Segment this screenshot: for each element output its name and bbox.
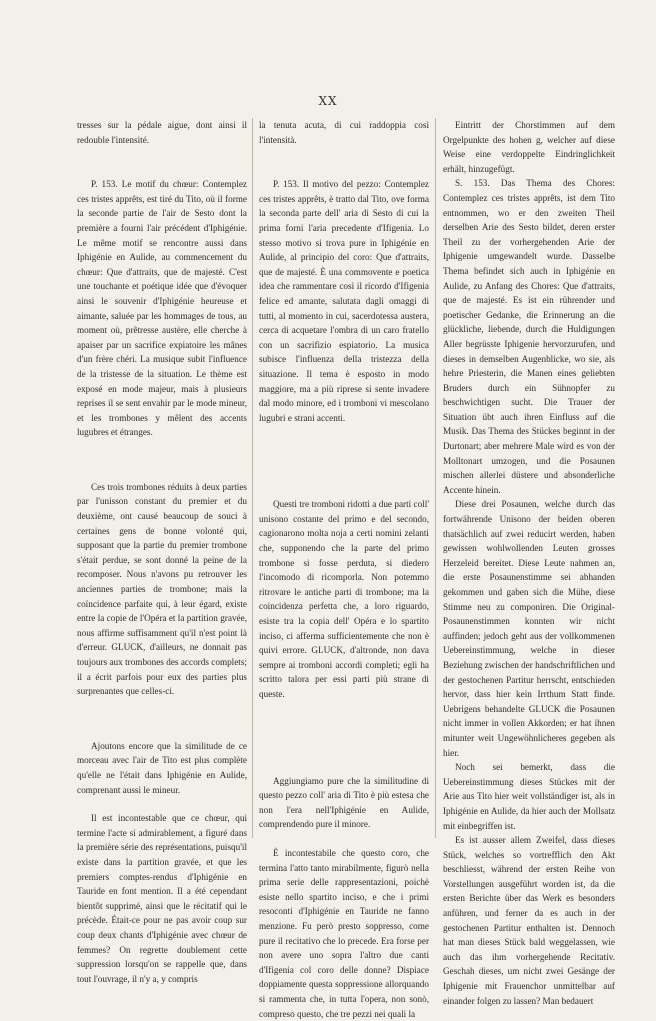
german-paragraph-3: Noch sei bemerkt, dass die Uebereinstimmung dieses Stückes mit der Arie aus Tito hier weit vollständiger ist, als in Iphigénie en Aulide, da hier auch der Mollsatz mit einbegriffen ist. [443,762,615,831]
column-divider-left [252,118,253,838]
german-paragraph-2: Diese drei Posaunen, welche durch das fortwährende Unisono der beiden oberen thatsächlich auf zwei reducirt werden, haben gewissen wohlwollenden Leuten grosses Herzeleid bereitet. Diese Leute nahmen an, die erste Posaunenstimme sei abhanden gekommen und gaben sich die Mühe, diese Stimme neu zu componiren. Die Original-Posaunenstimmen konnten wir nicht auffinden; jedoch geht aus der vollkommenen Uebereinstimmung, welche in dieser Beziehung zwischen der handschriftlichen und der gestochenen Partitur herrscht, entschieden hervor, dass hier kein Irrthum Statt finde. Uebrigens behandelte GLUCK die Posaunen nicht immer in vollen Akkorden; er hat ihnen mitunter weit Ungewöhnlicheres gegeben als hier. [443,499,615,758]
italian-paragraph-2: Questi tre tromboni ridotti a due parti coll' unisono costante del primo e del secondo, cagionarono molta noja a certi nomini zelanti che, supponendo che la parte del primo trombone si fosse perduta, si diedero l'incomodo di ricomporla. Non potemmo ritrovare le antiche parti di trombone; ma la coincidenza perfetta che, a loro riguardo, esiste tra la copia dell' Opéra e lo spartito inciso, ci afferma sufficientemente che non è quivi errore. GLUCK, d'altronde, non dava sempre ai tromboni accordi completi; egli ha scritto talora per essi parti più strane di queste. [259,499,429,699]
german-column [443,118,615,1008]
page-number: XX [318,94,338,108]
german-intro: Eintritt der Chorstimmen auf dem Orgelpunkte des hohen g, welcher auf diese Weise eine verdoppelte Eindringlichkeit erhält, hinzugefügt. [443,120,615,174]
german-paragraph-1: S. 153. Das Thema des Chores: Contemplez ces tristes apprêts, ist dem Tito entnommen, wo er den zweiten Theil derselben Arie des Sesto bildet, deren erster Theil zu der vorhergehenden Arie der Iphigenie umgewandelt wurde. Dasselbe Thema befindet sich auch in Iphigénie en Aulide, zu Anfang des Chores: Que d'attraits, que de majesté. Es ist ein rührender und poetischer Gedanke, die Erinnerung an die glückliche, liebende, durch die Huldigungen Aller begrüsste Iphigenie hervorzurufen, und dieses in demselben Augenblicke, wo sie, als hehre Priesterin, die Manen eines geliebten Bruders durch ein Sühnopfer zu beschwichtigen sucht. Die Trauer der Situation übt auch ihren Einfluss auf die Musik. Das Thema des Stückes beginnt in der Durtonart; aber mehrere Male wird es von der Molltonart umzogen, und die Posaunen mischen allerlei düstere und absonderliche Accente hinein. [443,178,615,495]
french-paragraph-4: Il est incontestable que ce chœur, qui termine l'acte si admirablement, a figuré dans la première série des représentations, puisqu'il existe dans la partition gravée, et que les premiers comptes-rendus d'Iphigénie en Tauride en font mention. Il a été cependant bientôt supprimé, ainsi que le récitatif qui le précède. Était-ce pour ne pas avoir coup sur coup deux chants d'Iphigénie avec chœur de femmes? On regrette doublement cette suppression lorsqu'on se rappelle que, dans tout l'ouvrage, il n'y a, y compris [77,813,247,984]
french-paragraph-3: Ajoutons encore que la similitude de ce morceau avec l'air de Tito est plus complète qu'elle ne l'était dans Iphigénie en Aulide, comprenant aussi le mineur. [77,740,247,795]
column-divider-right [435,118,436,838]
italian-column [259,118,429,1021]
italian-paragraph-4: È incontestabile che questo coro, che termina l'atto tanto mirabilmente, figurò nella prima serie delle rappresentazioni, poichè esiste nello spartito inciso, e che i primi resoconti d'Iphigénie en Tauride ne fanno menzione. Fu però presto soppresso, come pure il recitativo che lo precede. Era forse per non avere uno sopra l'altro due canti d'Ifigenia col coro delle donne? Dispiace doppiamente questa soppressione allorquando si rammenta che, in tutta l'opera, non sonò, compreso questo, che tre pezzi nei quali la [259,847,429,1019]
french-paragraph-2: Ces trois trombones réduits à deux parties par l'unisson constant du premier et du deuxième, ont causé beaucoup de souci à certaines gens de bonne volonté qui, supposant que la partie du premier trombone s'était perdue, se sont donné la peine de la recomposer. Nous n'avons pu retrouver les anciennes parties de trombone; mais la coïncidence parfaite qui, à leur égard, existe entre la copie de l'Opéra et la partition gravée, nous affirme suffisamment qu'il n'est point là d'erreur. GLUCK, d'ailleurs, ne donnait pas toujours aux trombones des accords complets; il a écrit parfois pour eux des parties plus surprenantes que celles-ci. [77,481,247,697]
german-paragraph-4: Es ist ausser allem Zweifel, dass dieses Stück, welches so vortrefflich den Akt beschliesst, während der ersten Reihe von Vorstellungen ausgeführt worden ist, da die ersten Berichte über das Werk es besonders anführen, und ferner da es auch in der gestochenen Partitur enthalten ist. Dennoch hat man dieses Stück bald weggelassen, wie auch das ihm vorhergehende Recitativ. Geschah dieses, um nicht zwei Gesänge der Iphigenie mit Frauenchor unmittelbar auf einander folgen zu lassen? Man bedauert [443,835,615,1006]
italian-paragraph-3: Aggiungiamo pure che la similitudine di questo pezzo coll' aria di Tito è più estesa che non l'era nell'Iphigénie en Aulide, comprendendo pure il minore. [259,775,429,830]
french-paragraph-1: P. 153. Le motif du chœur: Contemplez ces tristes apprêts, est tiré du Tito, où il forme la seconde partie de l'air de Sesto dont la première a fourni l'air précédent d'Iphigénie. Le même motif se rencontre aussi dans Iphigénie en Aulide, au commencement du chœur: Que d'attraits, que de majesté. C'est une touchante et poétique idée que d'évoquer ainsi le souvenir d'Iphigénie heureuse et aimante, saluée par les hommages de tous, au moment où, prêtresse austère, elle cherche à apaiser par un sacrifice expiatoire les mânes d'un frère chéri. La musique subit l'influence de la tristesse de la situation. Le thème est exposé en mode majeur, mais à plusieurs reprises il se sent envahir par le mode mineur, et les trombones y mêlent des accents lugubres et étranges. [77,179,247,438]
french-intro: tresses sur la pédale aigue, dont ainsi il redouble l'intensité. [77,120,247,145]
french-column [77,118,247,986]
italian-paragraph-1: P. 153. Il motivo del pezzo: Contemplez ces tristes apprêts, è tratto dal Tito, ove forma la seconda parte dell' aria di Sesto di cui la prima forni l'aria precedente d'Ifigenia. Lo stesso motivo si trova pure in Iphigénie en Aulide, al principio del coro: Que d'attraits, que de majesté. È una commovente e poetica idea che rammentare così il ricordo d'Ifigenia felice ed amante, salutata dagli omaggi di tutti, al momento in cui, sacerdotessa austera, cerca di acquetare l'ombra di un caro fratello con un sacrifizio espiatorio. La musica subisce l'influenza della tristezza della situazione. Il tema è esposto in modo maggiore, ma a più riprese si sente invadere dal modo minore, ed i tromboni vi mescolano lugubri e strani accenti. [259,179,429,423]
italian-intro: la tenuta acuta, di cui raddoppia così l'intensità. [259,120,429,145]
